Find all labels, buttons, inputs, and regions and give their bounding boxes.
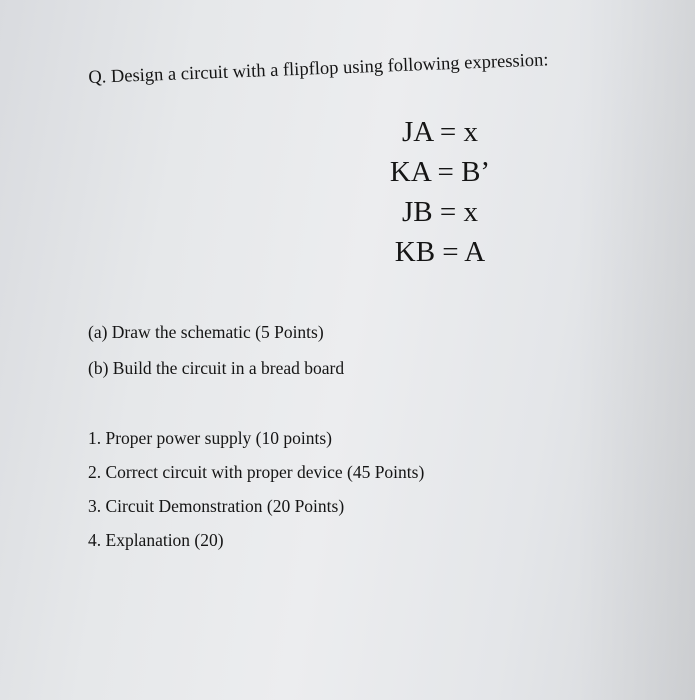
grading-list: [88, 428, 424, 564]
grading-item-1: 1. Proper power supply (10 points): [88, 428, 333, 448]
grading-item-3: 3. Circuit Demonstration (20 Points): [88, 496, 345, 516]
part-a: (a) Draw the schematic (5 Points): [88, 322, 324, 342]
equation-ka: KA = B’: [389, 156, 491, 188]
page-shadow: [575, 0, 695, 700]
part-b: (b) Build the circuit in a bread board: [88, 358, 345, 378]
equation-jb: JB = x: [402, 196, 478, 228]
grading-item-2: 2. Correct circuit with proper device (45 Points): [88, 462, 425, 482]
equation-block: [370, 112, 510, 272]
equation-ja: JA = x: [402, 116, 478, 148]
equation-kb: KB = A: [394, 236, 486, 268]
task-parts: [88, 322, 344, 394]
question-text: Q. Design a circuit with a flipflop using following expression:: [88, 50, 549, 88]
grading-item-4: 4. Explanation (20): [88, 530, 224, 550]
